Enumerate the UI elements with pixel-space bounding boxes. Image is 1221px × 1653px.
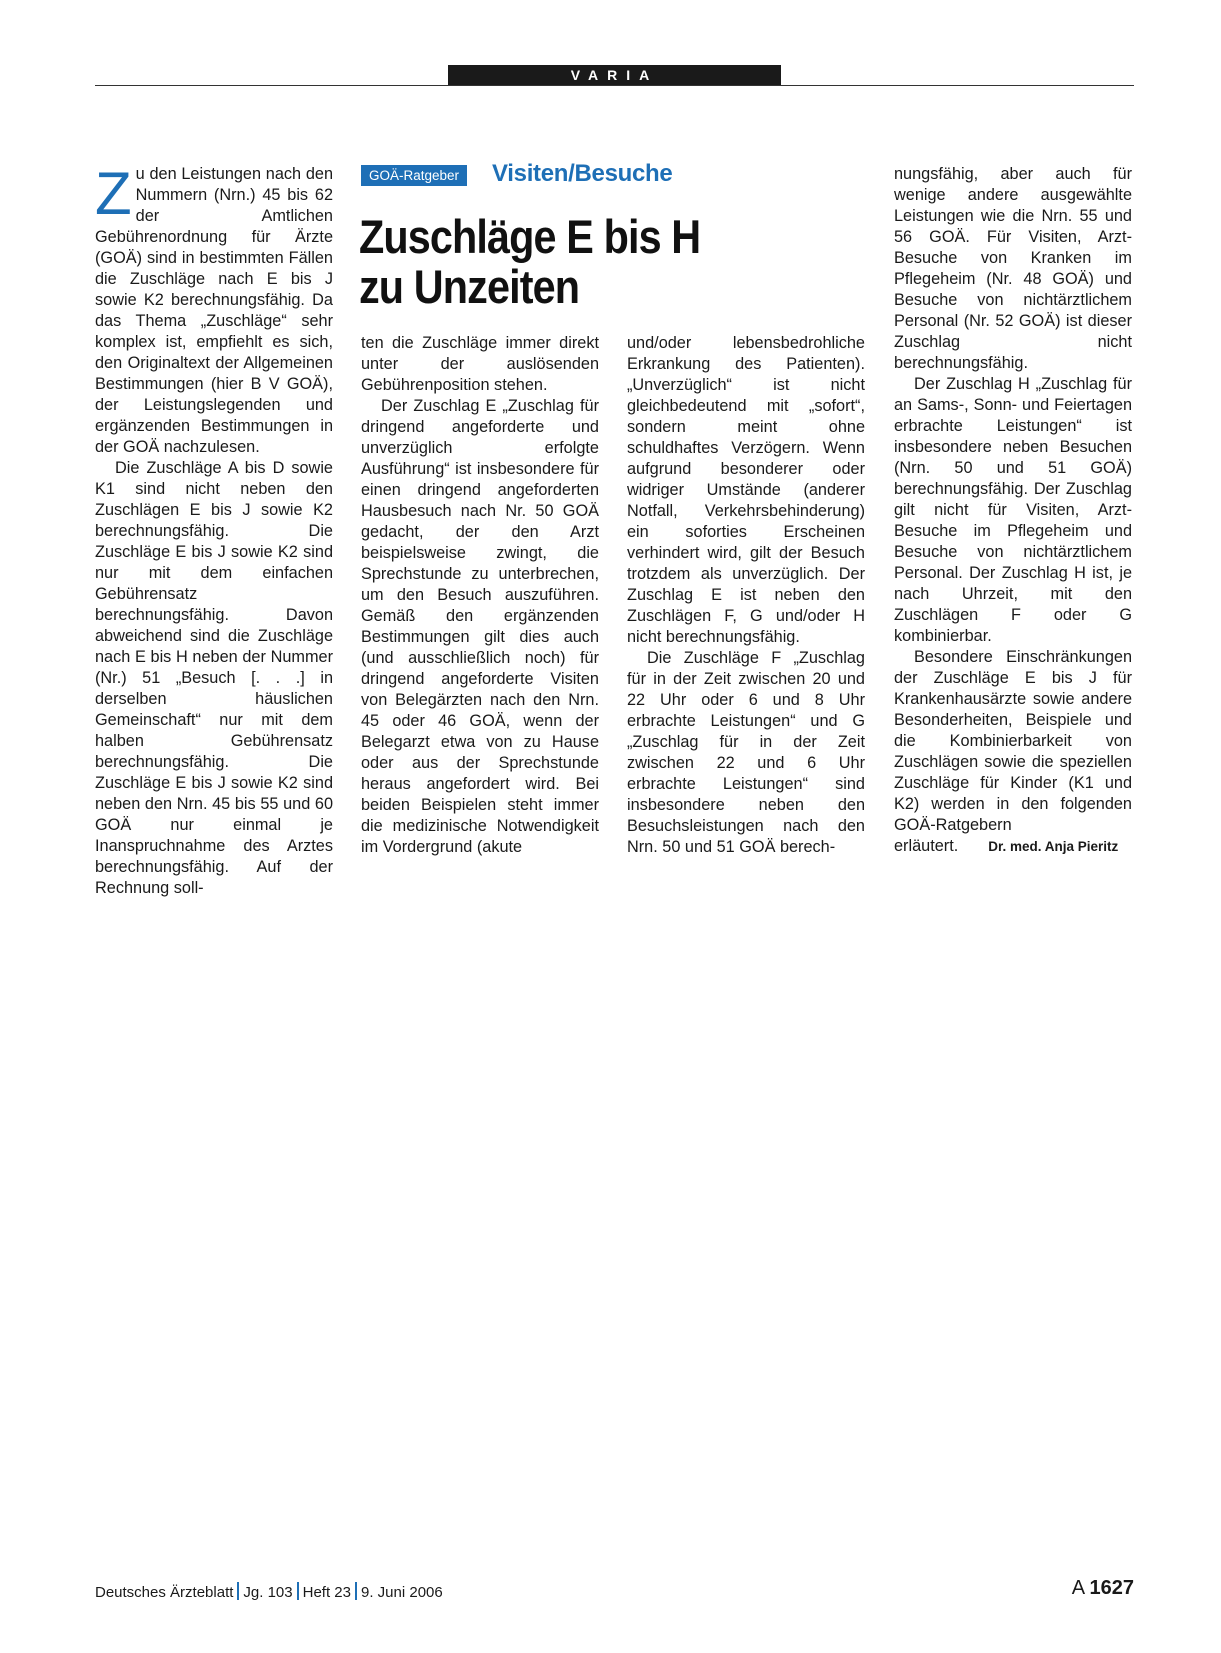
headline-line-1: Zuschläge E bis H bbox=[359, 210, 701, 263]
article-paragraph: Die Zuschläge F „Zuschlag für in der Zeit zwischen 20 und 22 Uhr oder 6 und 8 Uhr erbrachte Leistungen“ und G „Zuschlag für in der Zeit zwischen 22 und 6 Uhr erbrachte Leistungen“ sind insbesondere neben den Besuchsleistungen nach den Nrn. 50 und 51 GOÄ berech- bbox=[627, 649, 865, 856]
article-paragraph: ten die Zuschläge immer direkt unter der auslösenden Gebührenposition stehen. bbox=[361, 334, 599, 394]
drop-cap: Z bbox=[95, 160, 132, 227]
footer-separator bbox=[237, 1582, 239, 1600]
page-number-value: 1627 bbox=[1089, 1577, 1134, 1599]
article-headline bbox=[359, 212, 817, 312]
article-paragraph: und/oder lebensbedrohliche Erkrankung des Patienten). „Unverzüglich“ ist nicht gleichbedeutend mit „sofort“, sondern meint ohne schuldhaftes Verzögern. Wenn aufgrund besonderer oder widriger Umstände (anderer Notfall, Verkehrsbehinderung) ein soforties Erscheinen verhindert wird, gilt der Besuch trotzdem als unverzüglich. Der Zuschlag E ist neben den Zuschlägen F, G und/oder H nicht berechnungsfähig. bbox=[627, 334, 865, 646]
page-number bbox=[1072, 1577, 1134, 1600]
article-paragraph: Der Zuschlag H „Zuschlag für an Sams-, Sonn- und Feiertagen erbrachte Leistungen“ ist insbesondere neben Besuchen (Nrn. 50 und 51 GOÄ) berechnungsfähig. Der Zuschlag gilt nicht für Visiten, Arzt-Besuche im Pflegeheim und Besuche von nichtärztlichem Personal. Der Zuschlag H ist, je nach Uhrzeit, mit den Zuschlägen F oder G kombinierbar. bbox=[894, 375, 1132, 645]
issue: Heft 23 bbox=[302, 1584, 351, 1601]
header-rule bbox=[95, 85, 1134, 86]
page-prefix: A bbox=[1071, 1577, 1084, 1599]
article-paragraph: Die Zuschläge A bis D sowie K1 sind nicht neben den Zuschlägen E bis J sowie K2 berechnungsfähig. Die Zuschläge E bis J sowie K2 sind nur mit dem einfachen Gebührensatz berechnungsfähig. Davon abweichend sind die Zuschläge nach E bis H neben der Nummer (Nr.) 51 „Besuch [. . .] in derselben häuslichen Gemeinschaft“ nur mit dem halben Gebührensatz berechnungsfähig. Die Zuschläge E bis J sowie K2 sind neben den Nrn. 45 bis 55 und 60 GOÄ nur einmal je Inanspruchnahme des Arztes berechnungsfähig. Auf der Rechnung soll- bbox=[95, 459, 333, 897]
article-paragraph: Der Zuschlag E „Zuschlag für dringend angeforderte und unverzüglich erfolgte Ausführung“ ist insbesondere für einen dringend angeforderten Hausbesuch nach Nr. 50 GOÄ gedacht, der den Arzt beispielsweise zwingt, die Sprechstunde zu unterbrechen, um den Besuch auszuführen. Gemäß den ergänzenden Bestimmungen gilt dies auch (und ausschließlich noch) für dringend angeforderte Visiten von Belegärzten nach den Nrn. 45 oder 46 GOÄ, wenn der Belegarzt etwa von zu Hause oder aus der Sprechstunde heraus angefordert wird. Bei beiden Beispielen steht immer die medizinische Notwendigkeit im Vordergrund (akute bbox=[361, 397, 599, 856]
headline-line-2: zu Unzeiten bbox=[359, 260, 580, 313]
paragraph-text: u den Leistungen nach den Nummern (Nrn.) 45 bis 62 der Amtlichen Gebührenordnung für Ärzte (GOÄ) sind in bestimmten Fällen die Zuschläge nach E bis J sowie K2 berechnungsfähig. Da das Thema „Zuschläge“ sehr komplex ist, empfiehlt es sich, den Originaltext der Allgemeinen Bestimmungen (hier B V GOÄ), der Leistungslegenden und ergänzenden Bestimmungen in der GOÄ nachzulesen. bbox=[95, 165, 333, 456]
article-paragraph bbox=[894, 647, 1132, 857]
article-column-1 bbox=[95, 160, 333, 899]
article-paragraph: nungsfähig, aber auch für wenige andere ausgewählte Leistungen wie die Nrn. 55 und 56 GOÄ. Für Visiten, Arzt-Besuche von Kranken im Pflegeheim (Nr. 48 GOÄ) und Besuche von nichtärztlichem Personal (Nr. 52 GOÄ) ist dieser Zuschlag nicht berechnungsfähig. bbox=[894, 165, 1132, 372]
footer-separator bbox=[355, 1582, 357, 1600]
journal-name: Deutsches Ärzteblatt bbox=[95, 1584, 234, 1601]
article-paragraph bbox=[95, 160, 333, 458]
volume: Jg. 103 bbox=[243, 1584, 293, 1601]
article-column-3 bbox=[627, 333, 865, 858]
article-column-2 bbox=[361, 333, 599, 858]
kicker-badge: GOÄ-Ratgeber bbox=[361, 165, 467, 186]
footer-separator bbox=[297, 1582, 299, 1600]
article-column-4 bbox=[894, 164, 1132, 857]
section-banner: VARIA bbox=[448, 65, 781, 86]
author-byline: Dr. med. Anja Pieritz bbox=[988, 839, 1119, 854]
page-footer bbox=[95, 1577, 1134, 1606]
kicker-topic: Visiten/Besuche bbox=[492, 160, 673, 187]
issue-date: 9. Juni 2006 bbox=[361, 1584, 443, 1601]
paragraph-text: Besondere Einschränkungen der Zuschläge E bis J für Krankenhausärzte sowie andere Besonderheiten, Beispiele und die Kombinierbarkeit von Zuschlägen sowie die speziellen Zuschläge für Kinder (K1 und K2) werden in den folgenden GOÄ-Ratgebern erläutert. bbox=[894, 648, 1132, 855]
